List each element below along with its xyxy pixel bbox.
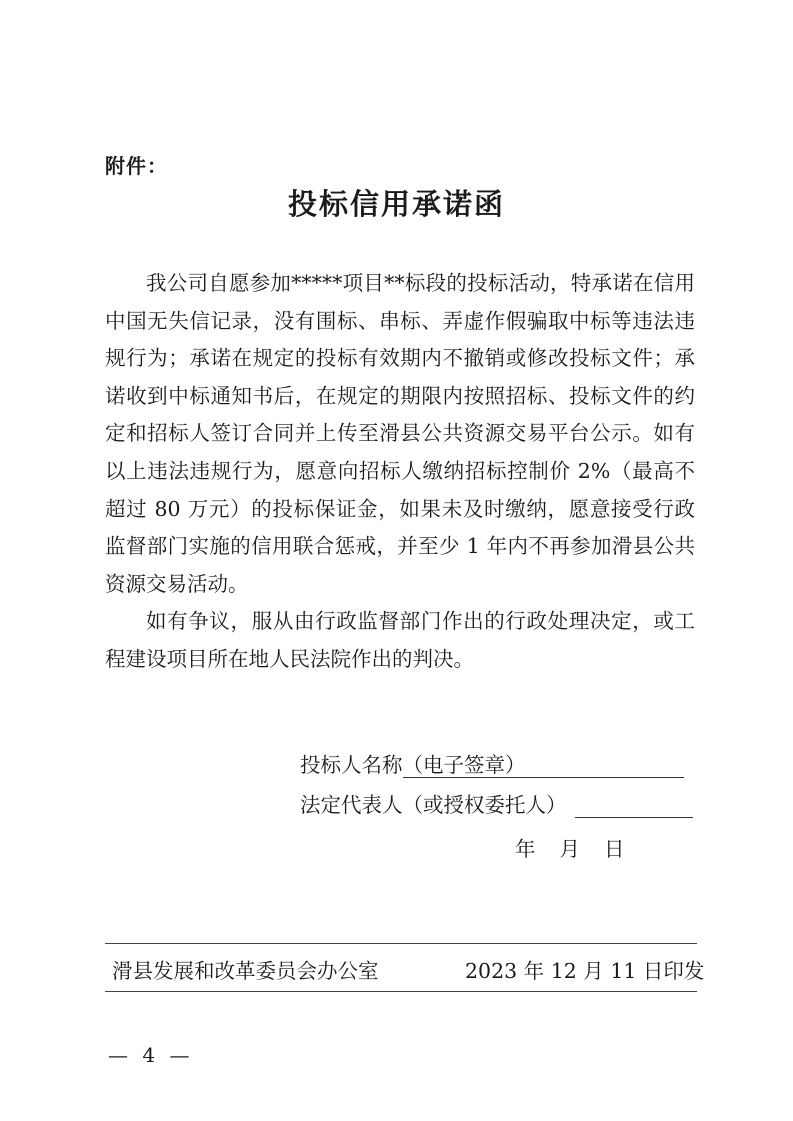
representative-blank — [575, 793, 693, 818]
electronic-seal-label: （电子签章） — [402, 753, 526, 777]
bidder-name-line — [300, 748, 684, 778]
document-title: 投标信用承诺函 — [287, 187, 505, 221]
representative-line — [300, 788, 693, 818]
issuer-name: 滑县发展和改革委员会办公室 — [112, 959, 379, 983]
date-year-label: 年 — [515, 837, 536, 861]
signature-date — [515, 832, 649, 862]
representative-label: 法定代表人（或授权委托人） — [300, 793, 567, 817]
commitment-paragraph: 我公司自愿参加*****项目**标段的投标活动，特承诺在信用中国无失信记录，没有围标、串标、弄虚作假骗取中标等违法违规行为；承诺在规定的投标有效期内不撤销或修改投标文件；承诺收到中标通知书后，在规定的期限内按照招标、投标文件的约定和招标人签订合同并上传至滑县公共资源交易平台公示。如有以上违法违规行为，愿意向招标人缴纳招标控制价 2%（最高不超过 80 万元）的投标保证金，如果未及时缴纳，愿意接受行政监督部门实施的信用联合惩戒，并至少 1 年内不再参加滑县公共资源交易活动。 — [105, 271, 695, 596]
bidder-name-blank — [526, 753, 684, 778]
issue-date: 2023 年 12 月 11 日印发 — [465, 959, 705, 983]
page-number: — 4 — — [108, 1043, 194, 1067]
attachment-label: 附件： — [105, 154, 168, 178]
date-month-label: 月 — [559, 837, 580, 861]
bidder-name-label: 投标人名称 — [300, 753, 403, 777]
dispute-paragraph: 如有争议，服从由行政监督部门作出的行政处理决定，或工程建设项目所在地人民法院作出的判决。 — [105, 609, 695, 671]
commitment-body — [105, 265, 695, 679]
footer-bottom-rule — [105, 991, 697, 992]
date-day-label: 日 — [604, 837, 625, 861]
footer-top-rule — [105, 943, 697, 944]
